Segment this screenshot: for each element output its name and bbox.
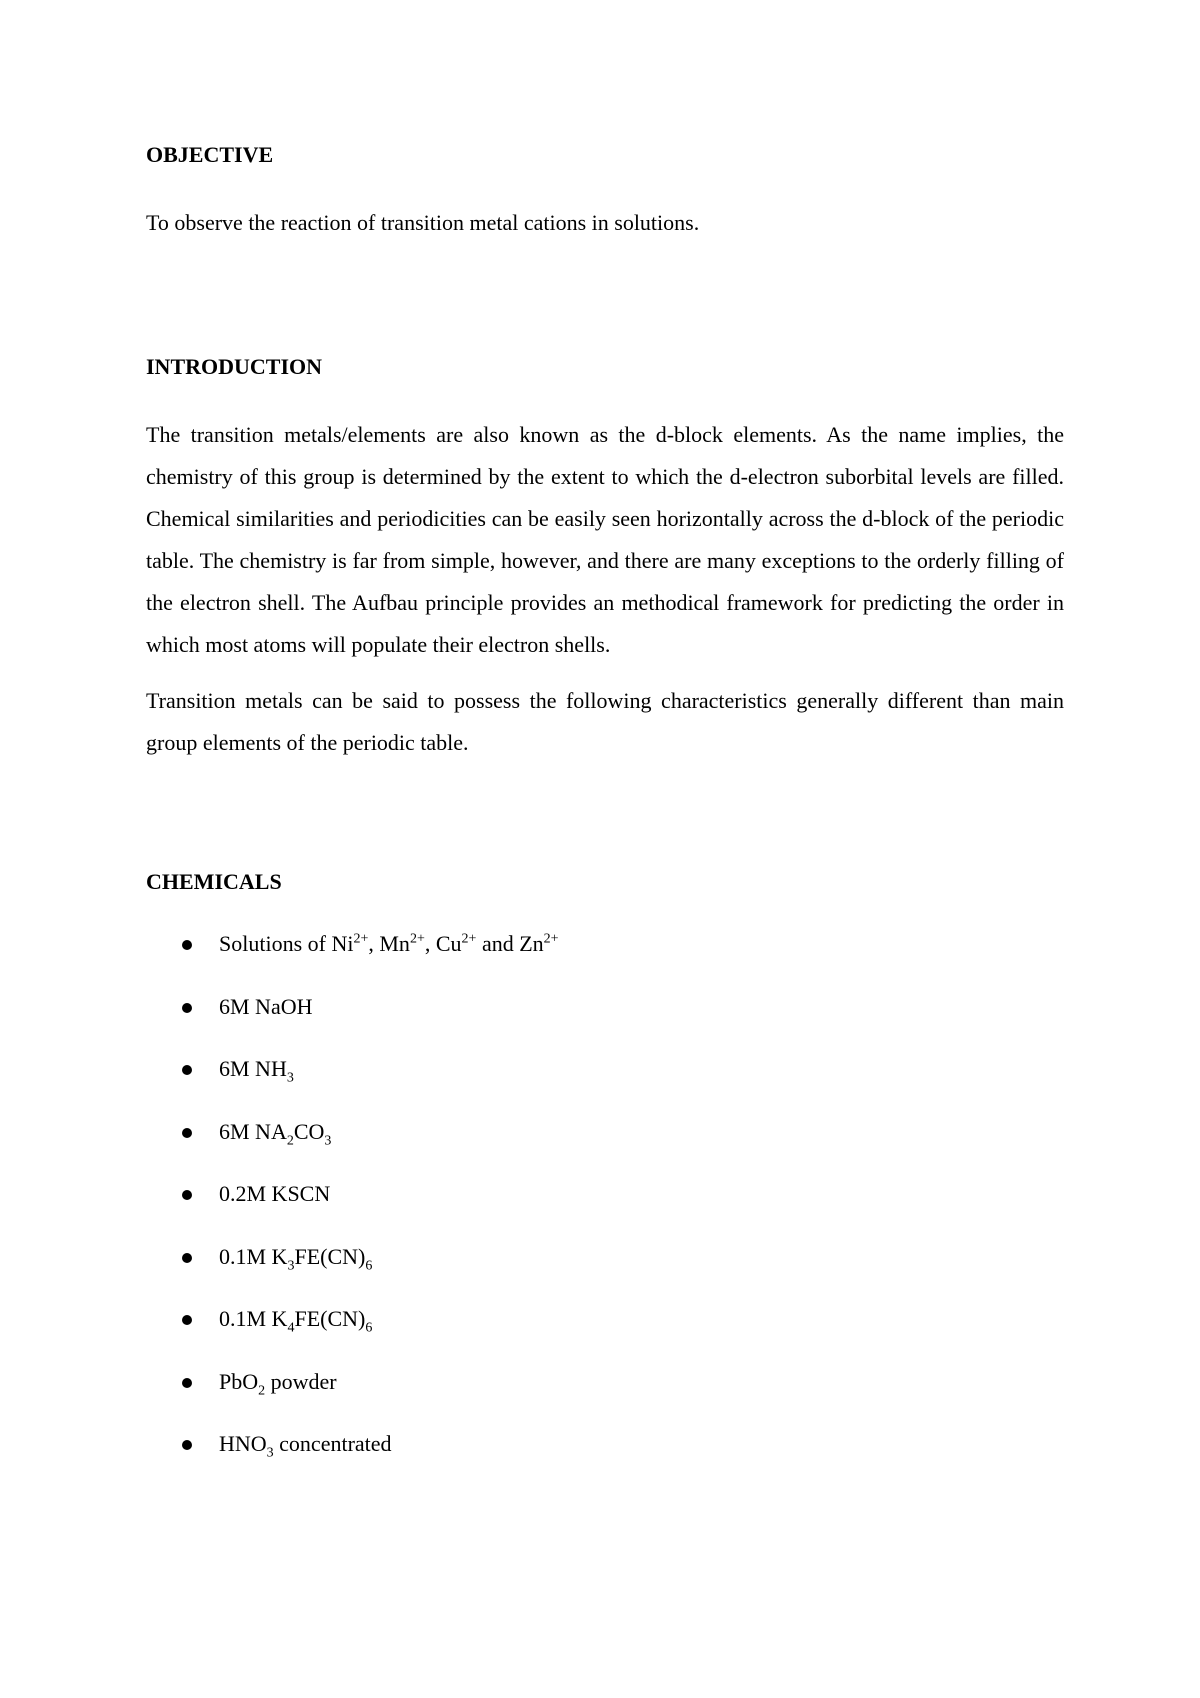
objective-text: To observe the reaction of transition metal cations in solutions. [146,210,700,235]
chemical-text: 0.1M K [219,1306,288,1331]
subscript: 2 [286,1132,294,1148]
bullet-icon [182,1003,192,1013]
chemical-list-item [146,992,1064,1022]
chemical-text: concentrated [273,1431,392,1456]
chemical-text: CO [293,1118,325,1144]
subscript: 6 [365,1257,373,1273]
bullet-icon [182,1190,192,1200]
chemical-text: PbO [219,1368,259,1394]
chemical-text: 6M NH [219,1056,287,1081]
subscript: 6 [365,1320,373,1336]
document-body [146,140,1064,1492]
superscript: 2+ [543,931,559,947]
chemical-text: , Mn [368,931,410,956]
chemical-list-item [146,1242,1064,1272]
chemical-text: FE(CN) [294,1243,366,1269]
chemical-list-item [146,1429,1064,1459]
introduction-paragraph-2: Transition metals can be said to possess the following characteristics generally different than main group elements of the periodic table. [146,688,1064,755]
chemicals-heading: CHEMICALS [146,869,282,894]
subscript: 4 [287,1320,295,1336]
subscript: 3 [287,1257,295,1273]
superscript: 2+ [409,931,425,947]
chemical-list-item [146,929,1064,959]
chemical-text: 6M NaOH [219,993,313,1019]
chemical-text: , Cu [424,931,462,956]
objective-heading: OBJECTIVE [146,142,274,167]
bullet-icon [182,1315,192,1325]
bullet-icon [182,1440,192,1450]
subscript: 3 [266,1445,274,1461]
subscript: 3 [286,1070,294,1086]
chemical-text: Solutions of Ni [219,931,354,956]
chemical-text: powder [265,1368,337,1394]
bullet-icon [182,1065,192,1075]
bullet-icon [182,1253,192,1263]
superscript: 2+ [461,931,477,947]
subscript: 2 [258,1382,266,1398]
chemical-list-item [146,1304,1064,1334]
chemicals-list [146,929,1064,1459]
chemical-text: FE(CN) [294,1306,366,1331]
subscript: 3 [324,1132,332,1148]
chemical-list-item [146,1117,1064,1147]
chemical-text: 0.2M KSCN [219,1181,331,1206]
chemical-text: HNO [219,1431,267,1456]
bullet-icon [182,1128,192,1138]
chemical-text: and Zn [476,931,544,956]
chemical-text: 0.1M K [219,1243,288,1269]
bullet-icon [182,940,192,950]
chemical-list-item [146,1367,1064,1397]
introduction-paragraph-1: The transition metals/elements are also known as the d-block elements. As the name implies, the chemistry of this group is determined by the extent to which the d-electron suborbital levels are filled. Chemical similarities and periodicities can be easily seen horizontally across the d-block of the periodic table. The chemistry is far from simple, however, and there are many exceptions to the orderly filling of the electron shell. The Aufbau principle provides an methodical framework for predicting the order in which most atoms will populate their electron shells. [146,422,1064,657]
chemical-list-item [146,1179,1064,1209]
superscript: 2+ [353,931,369,947]
chemical-text: 6M NA [219,1118,287,1144]
bullet-icon [182,1378,192,1388]
introduction-heading: INTRODUCTION [146,354,323,379]
chemical-list-item [146,1054,1064,1084]
